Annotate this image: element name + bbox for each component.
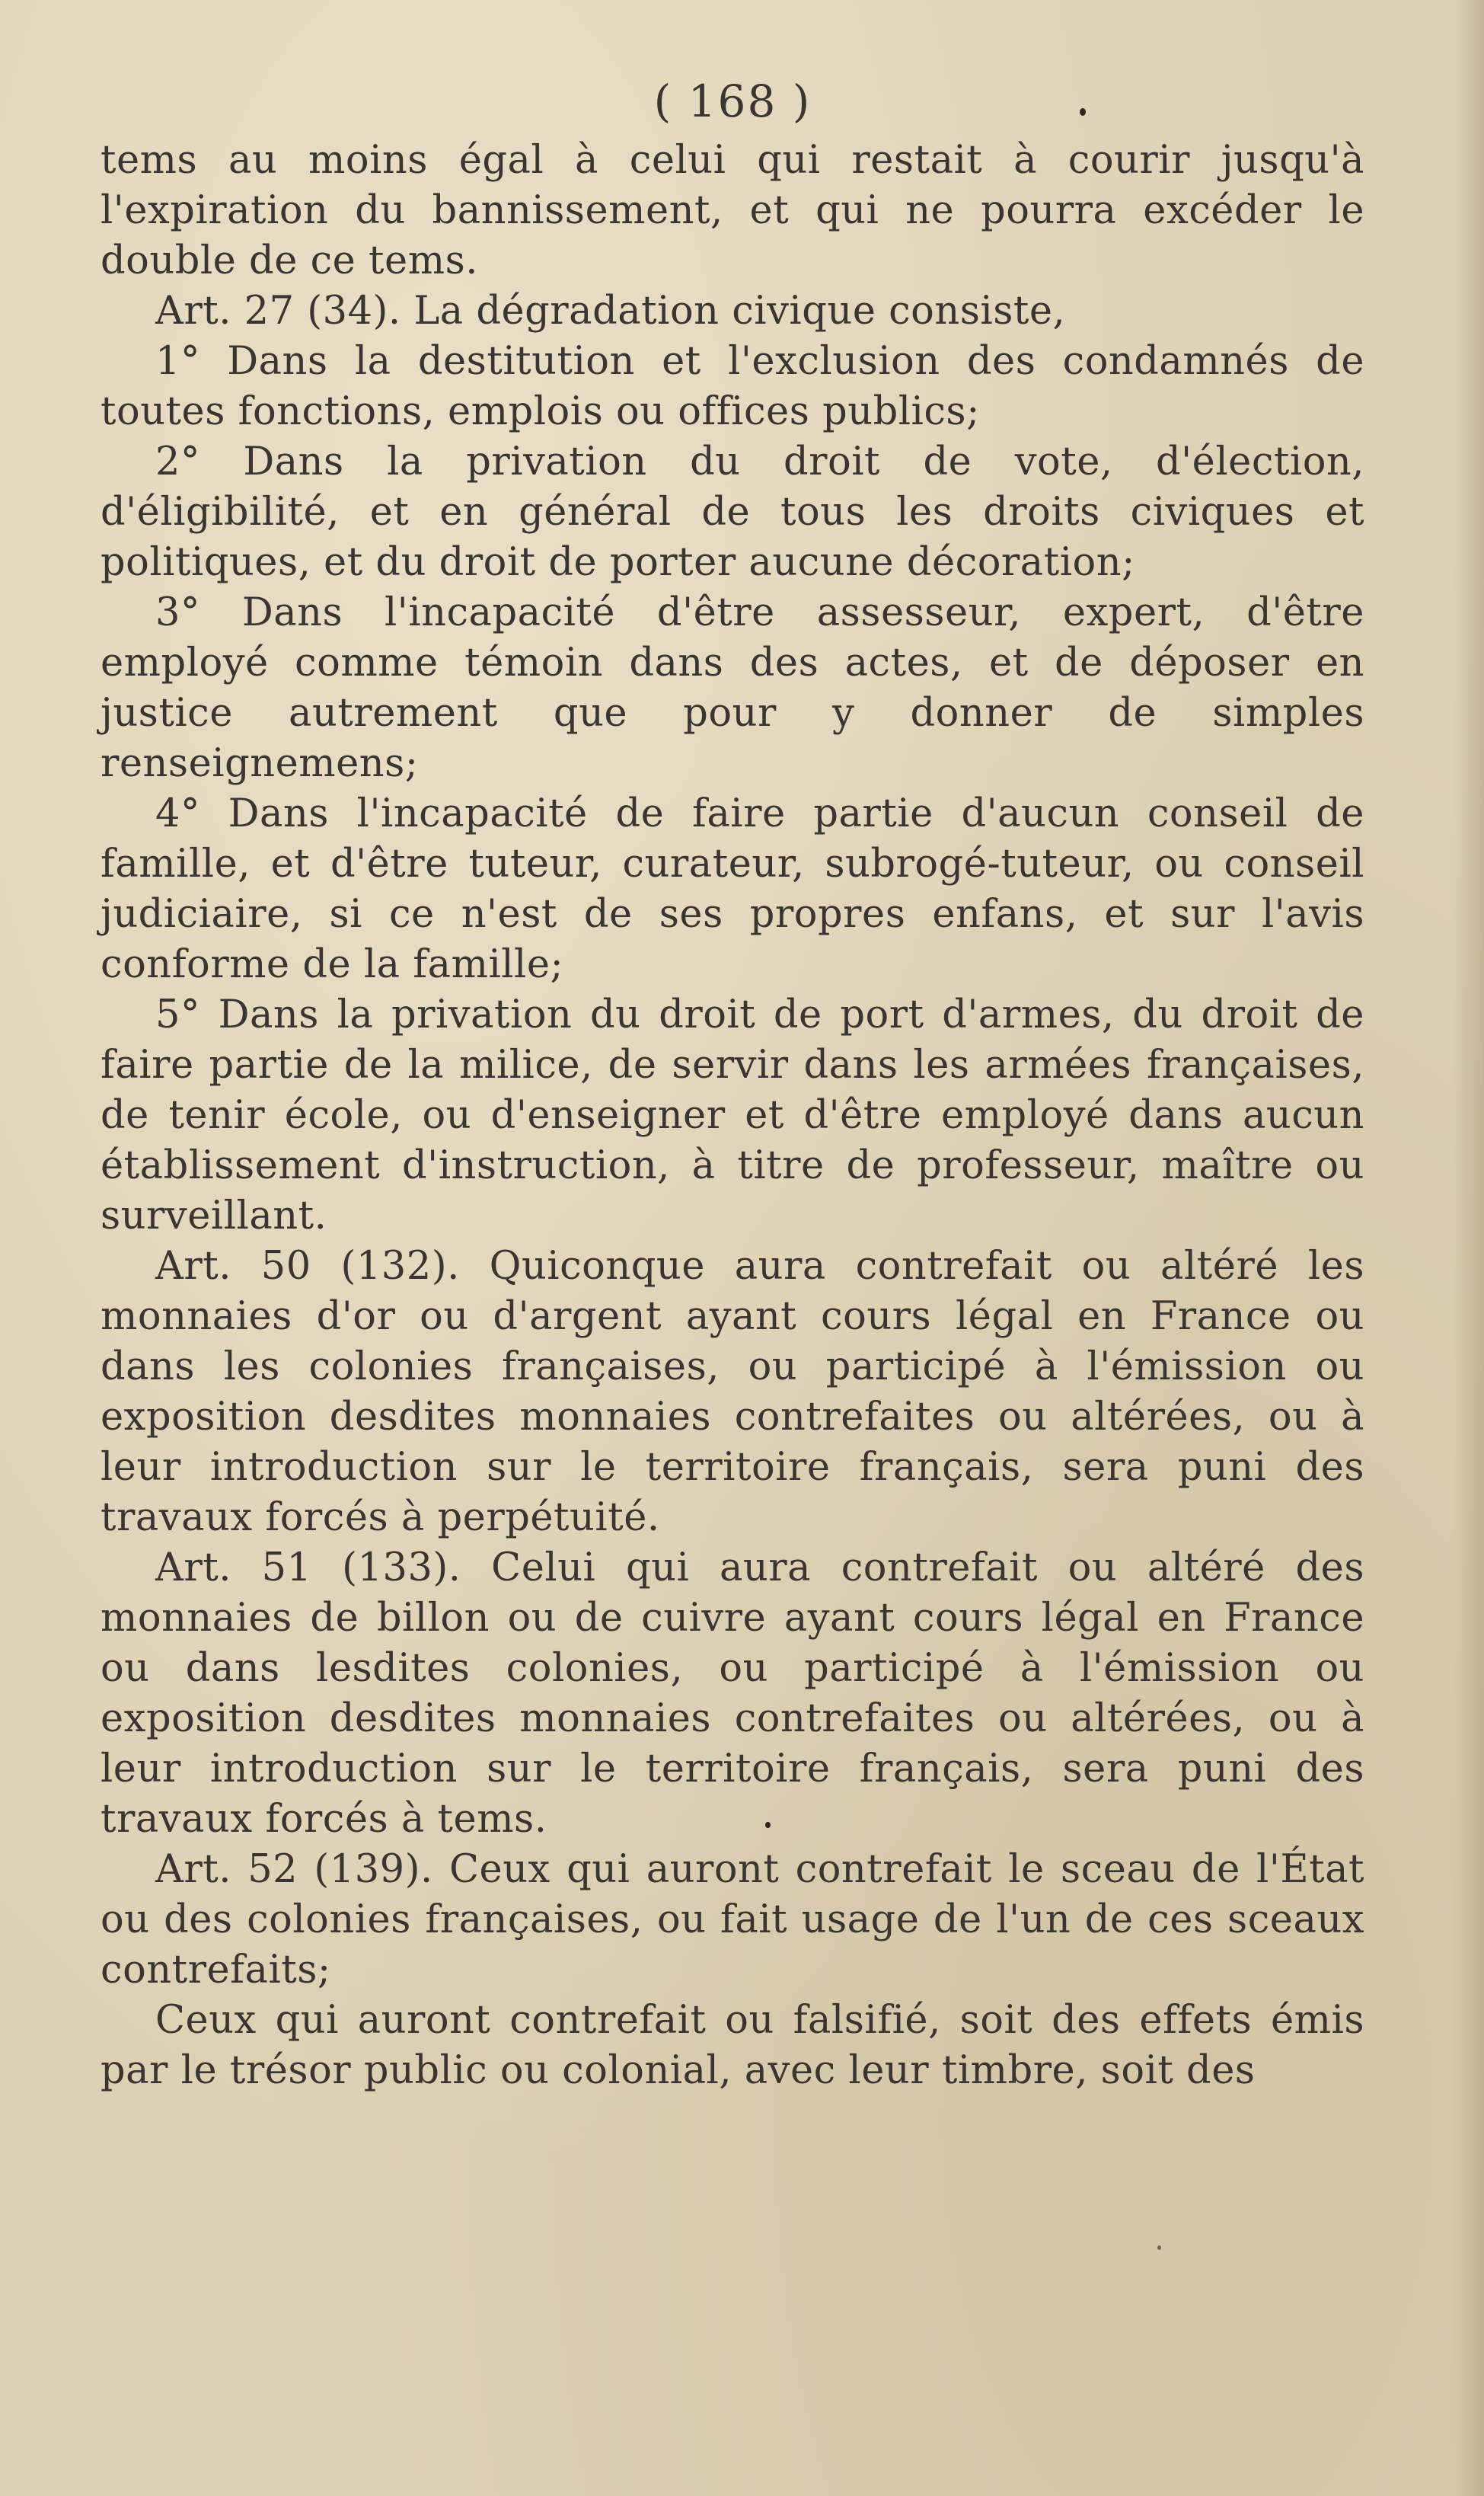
book-page	[101, 67, 1364, 2096]
paragraph-art-27: Art. 27 (34). La dégradation civique consiste,	[155, 289, 1066, 334]
paragraph-art-51: Art. 51 (133). Celui qui aura contrefait ou altéré des monnaies de billon ou de cuivre ayant cours légal en France ou dans lesdites colonies, ou participé à l'émission ou exposition desdites monnaies contrefaites ou altérées, ou à leur introduction sur le territoire français, sera puni des travaux forcés à tems.	[101, 1545, 1364, 1842]
paragraph-art-50: Art. 50 (132). Quiconque aura contrefait ou altéré les monnaies d'or ou d'argent ayant cours légal en France ou dans les colonies françaises, ou participé à l'émission ou exposition desdites monnaies contrefaites ou altérées, ou à leur introduction sur le territoire français, sera puni des travaux forcés à perpétuité.	[101, 1244, 1364, 1540]
paragraph-item-4: 4° Dans l'incapacité de faire partie d'aucun conseil de famille, et d'être tuteur, curateur, subrogé-tuteur, ou conseil judiciaire, si ce n'est de ses propres enfans, et sur l'avis conforme de la famille;	[101, 791, 1364, 987]
page-body	[101, 136, 1364, 2096]
paragraph-item-3: 3° Dans l'incapacité d'être assesseur, expert, d'être employé comme témoin dans des actes, et de déposer en justice autrement que pour y donner de simples renseignemens;	[101, 590, 1364, 786]
ink-speck	[765, 1822, 771, 1828]
paragraph-item-2: 2° Dans la privation du droit de vote, d'élection, d'éligibilité, et en général de tous les droits civiques et politiques, et du droit de porter aucune décoration;	[101, 439, 1364, 585]
paragraph-ceux: Ceux qui auront contrefait ou falsifié, soit des effets émis par le trésor public ou colonial, avec leur timbre, soit des	[101, 1998, 1364, 2093]
paragraph-art-52: Art. 52 (139). Ceux qui auront contrefait le sceau de l'État ou des colonies françaises, ou fait usage de l'un de ces sceaux contrefaits;	[101, 1847, 1364, 1993]
page-number: ( 168 )	[653, 75, 812, 127]
ink-speck	[1157, 2245, 1161, 2250]
paragraph-item-5: 5° Dans la privation du droit de port d'armes, du droit de faire partie de la milice, de servir dans les armées françaises, de tenir école, ou d'enseigner et d'être employé dans aucun établissement d'instruction, à titre de professeur, maître ou surveillant.	[101, 992, 1364, 1238]
ink-speck	[1080, 108, 1086, 116]
page-edge-shadow	[1454, 0, 1484, 2496]
paragraph-continuation: tems au moins égal à celui qui restait à courir jusqu'à l'expiration du bannissement, et qui ne pourra excéder le double de ce tems.	[101, 138, 1364, 283]
paragraph-item-1: 1° Dans la destitution et l'exclusion des condamnés de toutes fonctions, emplois ou offices publics;	[101, 339, 1364, 434]
